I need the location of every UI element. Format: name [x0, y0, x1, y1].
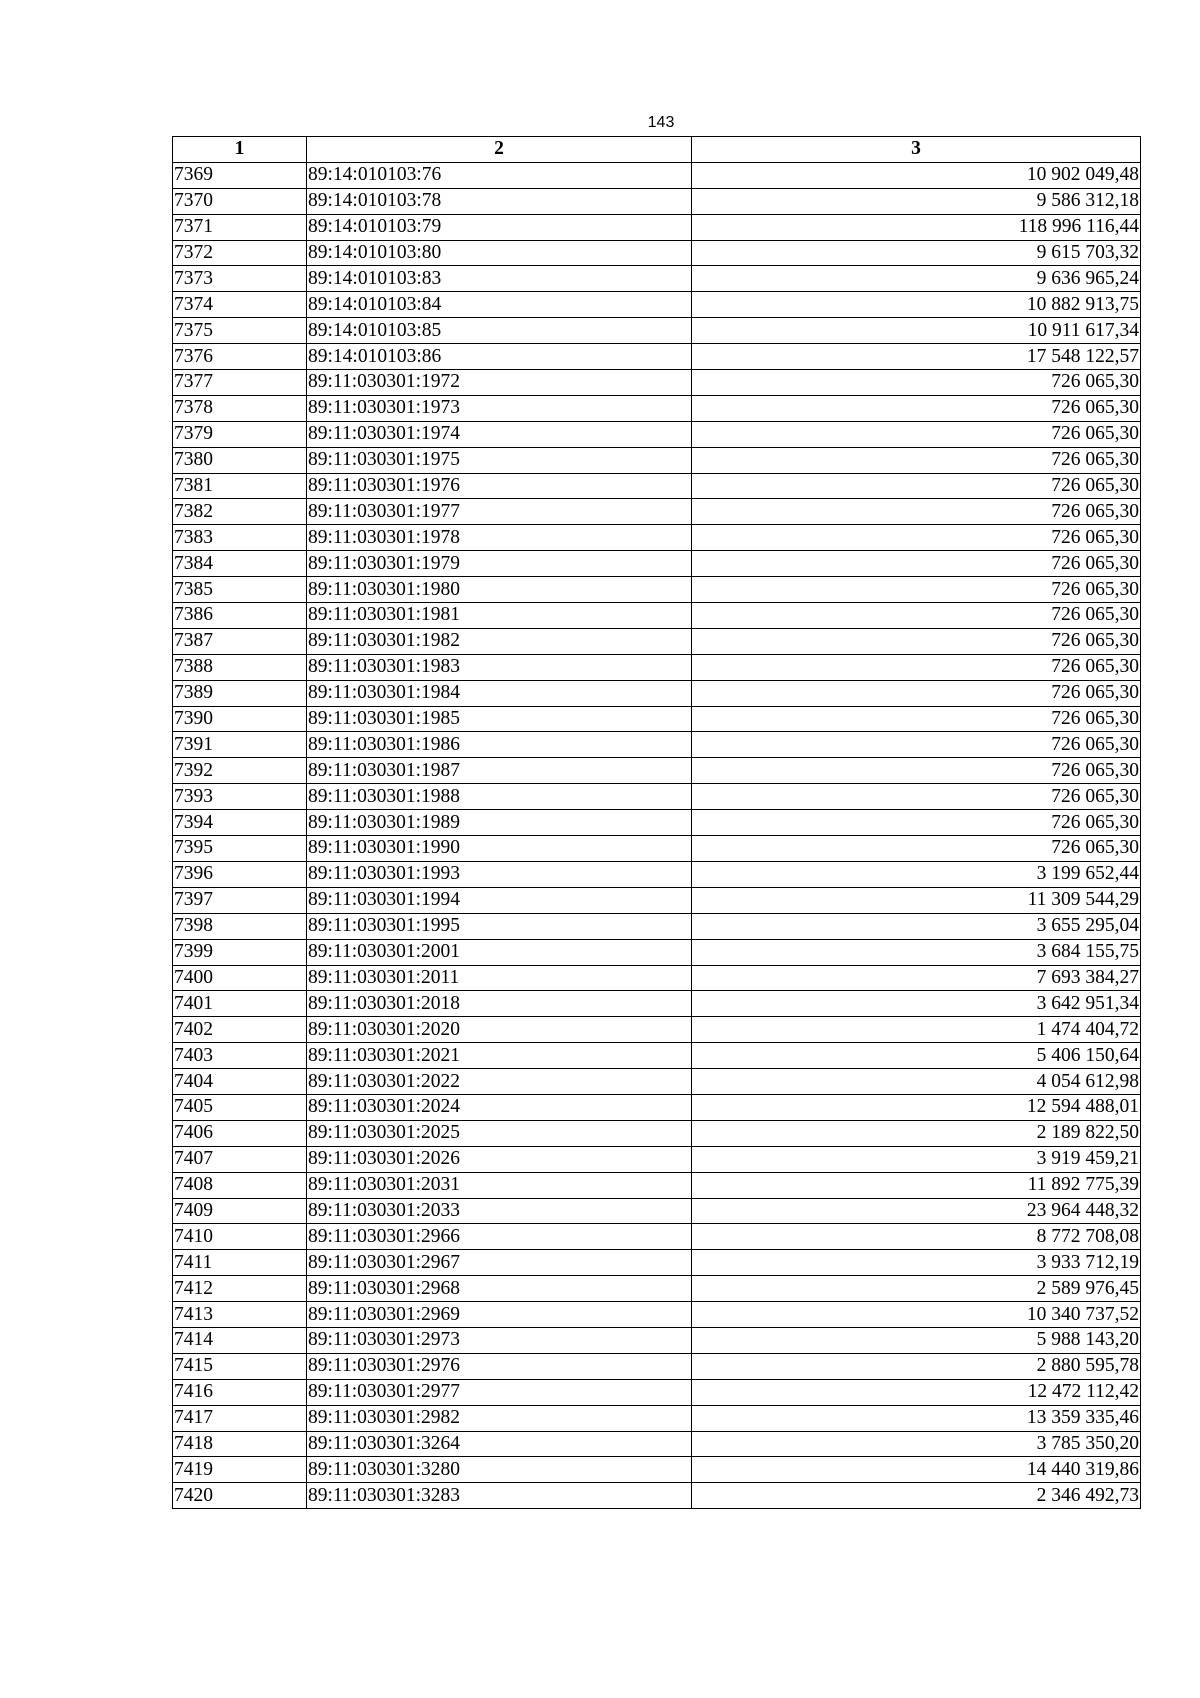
table-row — [173, 1094, 1141, 1120]
cadastral-number-cell: 89:11:030301:2011 — [307, 965, 692, 991]
value-cell: 1 474 404,72 — [692, 1017, 1141, 1043]
row-number-cell: 7410 — [173, 1224, 307, 1250]
value-cell: 5 406 150,64 — [692, 1043, 1141, 1069]
table-row — [173, 188, 1141, 214]
row-number-cell: 7391 — [173, 732, 307, 758]
cadastral-number-cell: 89:14:010103:76 — [307, 162, 692, 188]
cadastral-number-cell: 89:11:030301:1988 — [307, 784, 692, 810]
row-number-cell: 7417 — [173, 1405, 307, 1431]
table-row — [173, 1327, 1141, 1353]
row-number-cell: 7377 — [173, 370, 307, 396]
value-cell: 7 693 384,27 — [692, 965, 1141, 991]
cadastral-number-cell: 89:11:030301:1976 — [307, 473, 692, 499]
cadastral-number-cell: 89:11:030301:1986 — [307, 732, 692, 758]
cadastral-number-cell: 89:11:030301:1995 — [307, 913, 692, 939]
table-row — [173, 1276, 1141, 1302]
row-number-cell: 7408 — [173, 1172, 307, 1198]
table-row — [173, 861, 1141, 887]
cadastral-number-cell: 89:11:030301:3283 — [307, 1483, 692, 1509]
row-number-cell: 7381 — [173, 473, 307, 499]
value-cell: 2 880 595,78 — [692, 1353, 1141, 1379]
row-number-cell: 7383 — [173, 525, 307, 551]
value-cell: 3 933 712,19 — [692, 1250, 1141, 1276]
row-number-cell: 7375 — [173, 318, 307, 344]
table-row — [173, 680, 1141, 706]
cadastral-number-cell: 89:11:030301:2982 — [307, 1405, 692, 1431]
value-cell: 9 615 703,32 — [692, 240, 1141, 266]
row-number-cell: 7413 — [173, 1302, 307, 1328]
table-header-row — [173, 137, 1141, 163]
cadastral-number-cell: 89:11:030301:1994 — [307, 887, 692, 913]
cadastral-number-cell: 89:11:030301:1984 — [307, 680, 692, 706]
cadastral-number-cell: 89:11:030301:2967 — [307, 1250, 692, 1276]
table-header — [173, 137, 1141, 163]
row-number-cell: 7393 — [173, 784, 307, 810]
value-cell: 3 655 295,04 — [692, 913, 1141, 939]
row-number-cell: 7389 — [173, 680, 307, 706]
row-number-cell: 7406 — [173, 1120, 307, 1146]
cadastral-number-cell: 89:11:030301:1983 — [307, 654, 692, 680]
data-table — [172, 136, 1141, 1509]
row-number-cell: 7371 — [173, 214, 307, 240]
value-cell: 23 964 448,32 — [692, 1198, 1141, 1224]
row-number-cell: 7392 — [173, 758, 307, 784]
value-cell: 10 882 913,75 — [692, 292, 1141, 318]
cadastral-number-cell: 89:14:010103:80 — [307, 240, 692, 266]
value-cell: 4 054 612,98 — [692, 1069, 1141, 1095]
row-number-cell: 7385 — [173, 577, 307, 603]
value-cell: 3 785 350,20 — [692, 1431, 1141, 1457]
value-cell: 726 065,30 — [692, 551, 1141, 577]
table-row — [173, 344, 1141, 370]
cadastral-number-cell: 89:11:030301:2033 — [307, 1198, 692, 1224]
table-row — [173, 551, 1141, 577]
value-cell: 726 065,30 — [692, 810, 1141, 836]
table-row — [173, 784, 1141, 810]
value-cell: 2 346 492,73 — [692, 1483, 1141, 1509]
cadastral-number-cell: 89:11:030301:1975 — [307, 447, 692, 473]
table-row — [173, 1043, 1141, 1069]
table-row — [173, 240, 1141, 266]
value-cell: 11 309 544,29 — [692, 887, 1141, 913]
cadastral-number-cell: 89:14:010103:79 — [307, 214, 692, 240]
row-number-cell: 7369 — [173, 162, 307, 188]
value-cell: 726 065,30 — [692, 447, 1141, 473]
column-header-3: 3 — [692, 137, 1141, 163]
cadastral-number-cell: 89:11:030301:1977 — [307, 499, 692, 525]
cadastral-number-cell: 89:11:030301:2021 — [307, 1043, 692, 1069]
cadastral-number-cell: 89:11:030301:2001 — [307, 939, 692, 965]
row-number-cell: 7405 — [173, 1094, 307, 1120]
cadastral-number-cell: 89:11:030301:2024 — [307, 1094, 692, 1120]
cadastral-number-cell: 89:11:030301:2977 — [307, 1379, 692, 1405]
value-cell: 726 065,30 — [692, 577, 1141, 603]
table-body — [173, 162, 1141, 1508]
column-header-2: 2 — [307, 137, 692, 163]
value-cell: 726 065,30 — [692, 732, 1141, 758]
table-row — [173, 913, 1141, 939]
cadastral-number-cell: 89:11:030301:1973 — [307, 395, 692, 421]
row-number-cell: 7409 — [173, 1198, 307, 1224]
cadastral-number-cell: 89:14:010103:78 — [307, 188, 692, 214]
cadastral-number-cell: 89:11:030301:1974 — [307, 421, 692, 447]
table-row — [173, 1198, 1141, 1224]
row-number-cell: 7399 — [173, 939, 307, 965]
value-cell: 13 359 335,46 — [692, 1405, 1141, 1431]
value-cell: 726 065,30 — [692, 784, 1141, 810]
cadastral-number-cell: 89:11:030301:1990 — [307, 836, 692, 862]
row-number-cell: 7386 — [173, 603, 307, 629]
row-number-cell: 7411 — [173, 1250, 307, 1276]
table-row — [173, 1224, 1141, 1250]
table-row — [173, 628, 1141, 654]
row-number-cell: 7414 — [173, 1327, 307, 1353]
table-row — [173, 447, 1141, 473]
table-row — [173, 654, 1141, 680]
row-number-cell: 7403 — [173, 1043, 307, 1069]
row-number-cell: 7419 — [173, 1457, 307, 1483]
table-row — [173, 1353, 1141, 1379]
value-cell: 726 065,30 — [692, 654, 1141, 680]
table-row — [173, 1069, 1141, 1095]
table-row — [173, 266, 1141, 292]
value-cell: 726 065,30 — [692, 525, 1141, 551]
value-cell: 118 996 116,44 — [692, 214, 1141, 240]
value-cell: 12 594 488,01 — [692, 1094, 1141, 1120]
table-row — [173, 810, 1141, 836]
cadastral-number-cell: 89:11:030301:1982 — [307, 628, 692, 654]
cadastral-number-cell: 89:14:010103:86 — [307, 344, 692, 370]
value-cell: 726 065,30 — [692, 758, 1141, 784]
cadastral-number-cell: 89:11:030301:2031 — [307, 1172, 692, 1198]
table-row — [173, 887, 1141, 913]
row-number-cell: 7416 — [173, 1379, 307, 1405]
page-number: 143 — [647, 114, 675, 131]
cadastral-number-cell: 89:11:030301:2969 — [307, 1302, 692, 1328]
value-cell: 2 589 976,45 — [692, 1276, 1141, 1302]
cadastral-number-cell: 89:11:030301:2973 — [307, 1327, 692, 1353]
table-row — [173, 1379, 1141, 1405]
value-cell: 726 065,30 — [692, 395, 1141, 421]
row-number-cell: 7412 — [173, 1276, 307, 1302]
cadastral-number-cell: 89:11:030301:1978 — [307, 525, 692, 551]
value-cell: 8 772 708,08 — [692, 1224, 1141, 1250]
table-row — [173, 732, 1141, 758]
table-row — [173, 939, 1141, 965]
value-cell: 3 199 652,44 — [692, 861, 1141, 887]
row-number-cell: 7401 — [173, 991, 307, 1017]
table-row — [173, 706, 1141, 732]
table-row — [173, 1172, 1141, 1198]
table-row — [173, 1431, 1141, 1457]
cadastral-number-cell: 89:11:030301:1989 — [307, 810, 692, 836]
value-cell: 726 065,30 — [692, 421, 1141, 447]
table-row — [173, 603, 1141, 629]
row-number-cell: 7387 — [173, 628, 307, 654]
table-row — [173, 525, 1141, 551]
value-cell: 726 065,30 — [692, 499, 1141, 525]
row-number-cell: 7418 — [173, 1431, 307, 1457]
row-number-cell: 7395 — [173, 836, 307, 862]
value-cell: 11 892 775,39 — [692, 1172, 1141, 1198]
table-row — [173, 991, 1141, 1017]
row-number-cell: 7378 — [173, 395, 307, 421]
table-row — [173, 370, 1141, 396]
value-cell: 3 684 155,75 — [692, 939, 1141, 965]
cadastral-number-cell: 89:11:030301:1972 — [307, 370, 692, 396]
row-number-cell: 7398 — [173, 913, 307, 939]
value-cell: 726 065,30 — [692, 628, 1141, 654]
row-number-cell: 7407 — [173, 1146, 307, 1172]
cadastral-number-cell: 89:11:030301:2026 — [307, 1146, 692, 1172]
row-number-cell: 7390 — [173, 706, 307, 732]
row-number-cell: 7396 — [173, 861, 307, 887]
row-number-cell: 7382 — [173, 499, 307, 525]
row-number-cell: 7397 — [173, 887, 307, 913]
cadastral-number-cell: 89:14:010103:83 — [307, 266, 692, 292]
value-cell: 726 065,30 — [692, 706, 1141, 732]
row-number-cell: 7388 — [173, 654, 307, 680]
value-cell: 9 636 965,24 — [692, 266, 1141, 292]
table-row — [173, 162, 1141, 188]
cadastral-number-cell: 89:14:010103:84 — [307, 292, 692, 318]
table-row — [173, 1146, 1141, 1172]
row-number-cell: 7400 — [173, 965, 307, 991]
table-row — [173, 1457, 1141, 1483]
value-cell: 5 988 143,20 — [692, 1327, 1141, 1353]
cadastral-number-cell: 89:11:030301:1980 — [307, 577, 692, 603]
table-row — [173, 1483, 1141, 1509]
value-cell: 9 586 312,18 — [692, 188, 1141, 214]
cadastral-number-cell: 89:11:030301:1979 — [307, 551, 692, 577]
value-cell: 3 642 951,34 — [692, 991, 1141, 1017]
cadastral-number-cell: 89:11:030301:1985 — [307, 706, 692, 732]
cadastral-number-cell: 89:11:030301:3280 — [307, 1457, 692, 1483]
column-header-1: 1 — [173, 137, 307, 163]
table-row — [173, 965, 1141, 991]
cadastral-number-cell: 89:11:030301:1987 — [307, 758, 692, 784]
row-number-cell: 7373 — [173, 266, 307, 292]
cadastral-number-cell: 89:11:030301:2976 — [307, 1353, 692, 1379]
row-number-cell: 7380 — [173, 447, 307, 473]
row-number-cell: 7415 — [173, 1353, 307, 1379]
cadastral-number-cell: 89:11:030301:2966 — [307, 1224, 692, 1250]
value-cell: 10 911 617,34 — [692, 318, 1141, 344]
table-row — [173, 395, 1141, 421]
cadastral-number-cell: 89:11:030301:2018 — [307, 991, 692, 1017]
value-cell: 17 548 122,57 — [692, 344, 1141, 370]
table-row — [173, 318, 1141, 344]
table-row — [173, 292, 1141, 318]
row-number-cell: 7420 — [173, 1483, 307, 1509]
table-row — [173, 758, 1141, 784]
cadastral-number-cell: 89:11:030301:2025 — [307, 1120, 692, 1146]
value-cell: 12 472 112,42 — [692, 1379, 1141, 1405]
table-row — [173, 214, 1141, 240]
table-row — [173, 836, 1141, 862]
cadastral-number-cell: 89:11:030301:2022 — [307, 1069, 692, 1095]
value-cell: 3 919 459,21 — [692, 1146, 1141, 1172]
cadastral-number-cell: 89:11:030301:1993 — [307, 861, 692, 887]
row-number-cell: 7376 — [173, 344, 307, 370]
value-cell: 726 065,30 — [692, 680, 1141, 706]
cadastral-number-cell: 89:14:010103:85 — [307, 318, 692, 344]
table-row — [173, 1017, 1141, 1043]
value-cell: 726 065,30 — [692, 836, 1141, 862]
row-number-cell: 7370 — [173, 188, 307, 214]
cadastral-number-cell: 89:11:030301:3264 — [307, 1431, 692, 1457]
value-cell: 726 065,30 — [692, 370, 1141, 396]
table-row — [173, 499, 1141, 525]
table-row — [173, 421, 1141, 447]
cadastral-number-cell: 89:11:030301:1981 — [307, 603, 692, 629]
table-row — [173, 473, 1141, 499]
table-row — [173, 1302, 1141, 1328]
row-number-cell: 7384 — [173, 551, 307, 577]
row-number-cell: 7374 — [173, 292, 307, 318]
value-cell: 726 065,30 — [692, 473, 1141, 499]
row-number-cell: 7402 — [173, 1017, 307, 1043]
row-number-cell: 7394 — [173, 810, 307, 836]
cadastral-number-cell: 89:11:030301:2968 — [307, 1276, 692, 1302]
value-cell: 10 902 049,48 — [692, 162, 1141, 188]
table-row — [173, 1405, 1141, 1431]
value-cell: 726 065,30 — [692, 603, 1141, 629]
table-row — [173, 1120, 1141, 1146]
row-number-cell: 7379 — [173, 421, 307, 447]
table-row — [173, 1250, 1141, 1276]
value-cell: 2 189 822,50 — [692, 1120, 1141, 1146]
value-cell: 14 440 319,86 — [692, 1457, 1141, 1483]
row-number-cell: 7404 — [173, 1069, 307, 1095]
value-cell: 10 340 737,52 — [692, 1302, 1141, 1328]
table-row — [173, 577, 1141, 603]
cadastral-number-cell: 89:11:030301:2020 — [307, 1017, 692, 1043]
row-number-cell: 7372 — [173, 240, 307, 266]
